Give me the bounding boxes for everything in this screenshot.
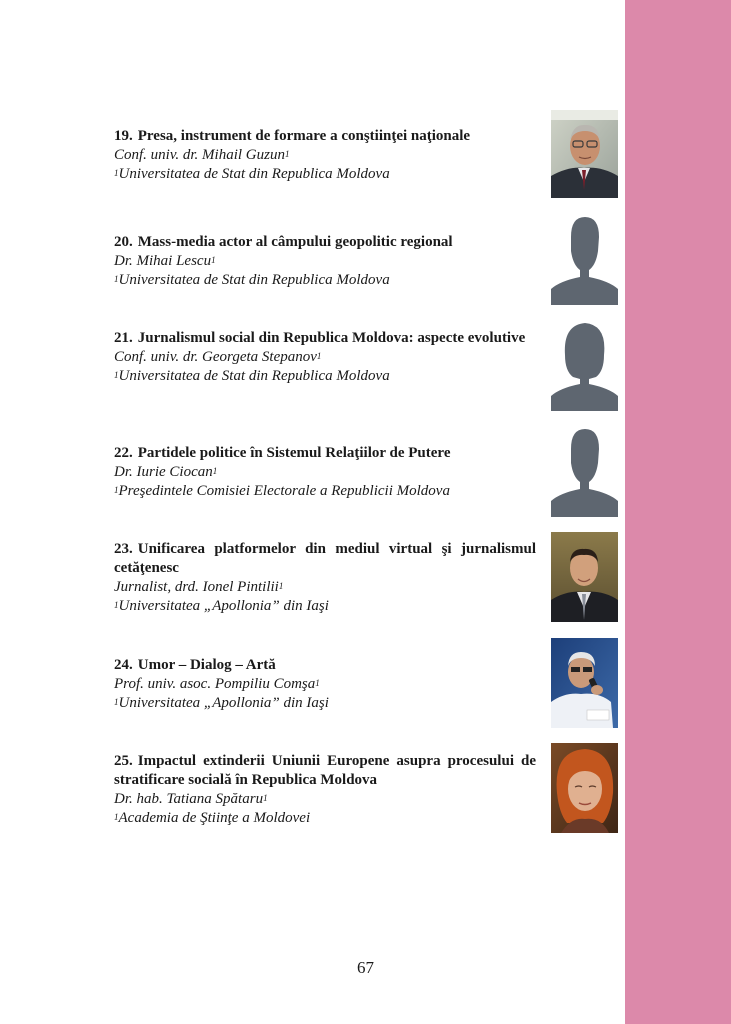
silhouette-male-icon bbox=[551, 427, 618, 517]
entry-title: 20. Mass-media actor al câmpului geopolitic regional bbox=[114, 234, 453, 250]
entry-20 bbox=[114, 233, 536, 290]
entry-21 bbox=[114, 329, 536, 386]
entry-affiliation: $^1$Universitatea „Apollonia” din Iaşi bbox=[114, 598, 329, 614]
silhouette-female-icon bbox=[551, 321, 618, 411]
photo-man-with-microphone bbox=[551, 638, 618, 728]
page-number: 67 bbox=[357, 958, 374, 977]
entry-19 bbox=[114, 127, 536, 184]
portrait-photo-spataru bbox=[551, 743, 618, 833]
portrait-photo-pintilii bbox=[551, 532, 618, 622]
entry-title: 25. Impactul extinderii Uniunii Europene asupra procesului de stratificare socială în Republica Moldova bbox=[114, 753, 536, 788]
entry-author: Conf. univ. dr. Mihail Guzun$^1$ bbox=[114, 147, 290, 163]
entry-title: 19. Presa, instrument de formare a conştiinţei naţionale bbox=[114, 128, 471, 144]
entry-author: Dr. hab. Tatiana Spătaru$^1$ bbox=[114, 791, 268, 807]
entry-author: Prof. univ. asoc. Pompiliu Comşa$^1$ bbox=[114, 676, 320, 692]
entry-affiliation: $^1$Universitatea de Stat din Republica Moldova bbox=[114, 166, 390, 182]
entry-23 bbox=[114, 540, 536, 616]
entry-title: 21. Jurnalismul social din Republica Moldova: aspecte evolutive bbox=[114, 330, 526, 346]
entry-affiliation: $^1$Universitatea „Apollonia” din Iaşi bbox=[114, 695, 329, 711]
entry-22 bbox=[114, 444, 536, 501]
entry-affiliation: $^1$Universitatea de Stat din Republica Moldova bbox=[114, 368, 390, 384]
silhouette-male-icon bbox=[551, 215, 618, 305]
entry-title: 23. Unificarea platformelor din mediul virtual şi jurnalismul cetăţenesc bbox=[114, 541, 536, 576]
entry-affiliation: $^1$Academia de Ştiinţe a Moldovei bbox=[114, 810, 311, 826]
entry-affiliation: $^1$Preşedintele Comisiei Electorale a Republicii Moldova bbox=[114, 483, 450, 499]
entry-affiliation: $^1$Universitatea de Stat din Republica Moldova bbox=[114, 272, 390, 288]
entry-25 bbox=[114, 752, 536, 828]
side-color-band bbox=[625, 0, 731, 1024]
entry-author: Dr. Iurie Ciocan$^1$ bbox=[114, 464, 218, 480]
portrait-photo-guzun bbox=[551, 110, 618, 198]
entry-author: Jurnalist, drd. Ionel Pintilii$^1$ bbox=[114, 579, 284, 595]
entry-author: Dr. Mihai Lescu$^1$ bbox=[114, 253, 216, 269]
entry-24 bbox=[114, 656, 536, 713]
entry-title: 22. Partidele politice în Sistemul Relaţiilor de Putere bbox=[114, 445, 451, 461]
entry-title: 24. Umor – Dialog – Artă bbox=[114, 657, 276, 673]
entry-author: Conf. univ. dr. Georgeta Stepanov$^1$ bbox=[114, 349, 322, 365]
